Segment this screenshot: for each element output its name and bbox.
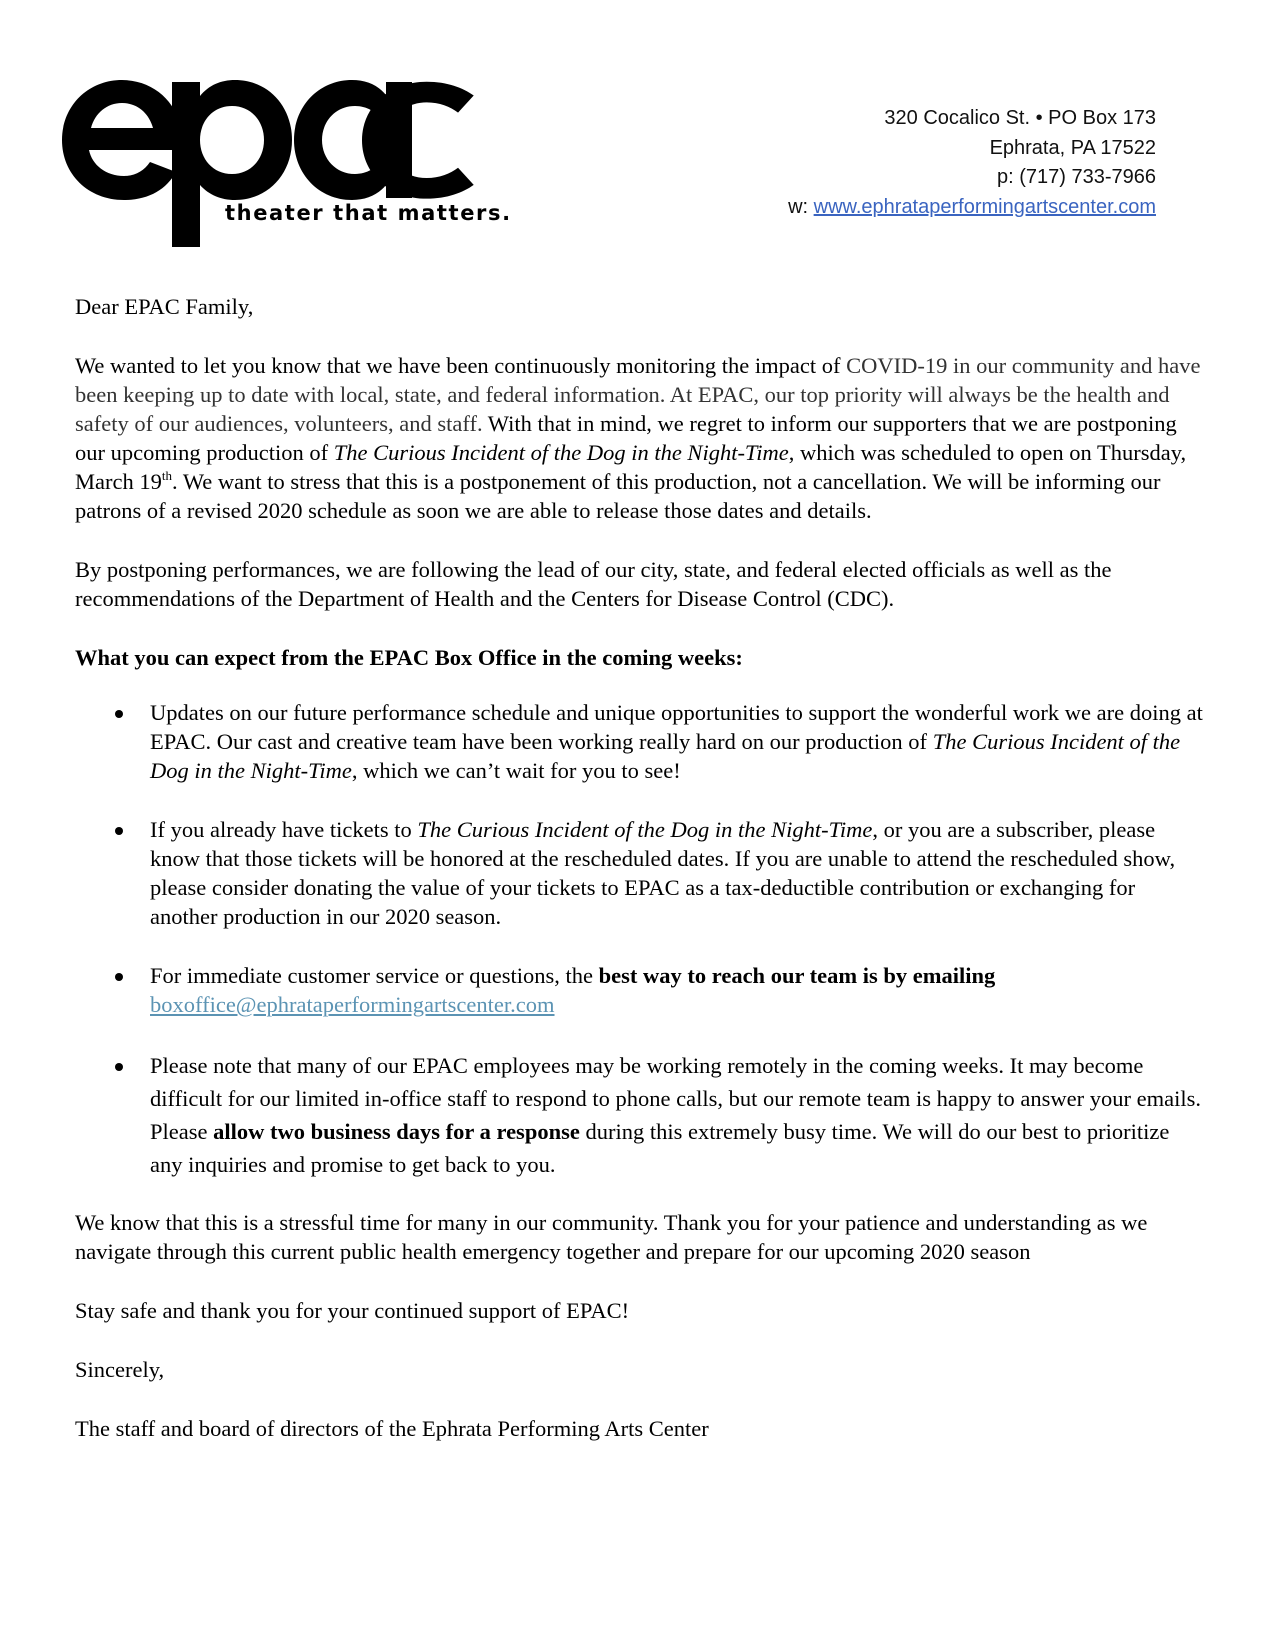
address-line-city: Ephrata, PA 17522 bbox=[989, 136, 1156, 159]
list-item: If you already have tickets to The Curious Incident of the Dog in the Night-Time, or you are a subscriber, please know that those tickets will be honored at the rescheduled dates. If you are unable to attend the rescheduled show, please consider donating the value of your tickets to EPAC as a tax-deductible contribution or exchanging for another production in our 2020 season. bbox=[75, 815, 1205, 931]
letter-body bbox=[75, 292, 1205, 1443]
production-title: The Curious Incident of the Dog in the Night-Time bbox=[417, 817, 873, 842]
email-link[interactable]: boxoffice@ephrataperformingartscenter.com bbox=[150, 992, 555, 1017]
website-link[interactable]: www.ephrataperformingartscenter.com bbox=[813, 195, 1156, 218]
list-item: Please note that many of our EPAC employees may be working remotely in the coming weeks. It may become difficult for our limited in-office staff to respond to phone calls, but our remote team is happy to answer your emails. Please allow two business days for a response during this extremely busy time. We will do our best to prioritize any inquiries and promise to get back to you. bbox=[75, 1049, 1205, 1181]
bullet-dot bbox=[115, 973, 123, 981]
signature: The staff and board of directors of the Ephrata Performing Arts Center bbox=[75, 1416, 709, 1441]
bullet-dot bbox=[115, 710, 123, 718]
epac-logo bbox=[62, 70, 482, 260]
section-heading: What you can expect from the EPAC Box Office in the coming weeks: bbox=[75, 645, 743, 670]
bullet-dot bbox=[115, 1063, 123, 1071]
list-item: Updates on our future performance schedule and unique opportunities to support the wonderful work we are doing at EPAC. Our cast and creative team have been working really hard on our production of The Curious Incident of the Dog in the Night-Time, which we can’t wait for you to see! bbox=[75, 698, 1205, 785]
phone-number: p: (717) 733-7966 bbox=[996, 166, 1156, 188]
paragraph-officials: By postponing performances, we are following the lead of our city, state, and federal elected officials as well as the recommendations of the Department of Health and the Centers for Disease Control (CDC). bbox=[75, 557, 1112, 611]
production-title: The Curious Incident of the Dog in the Night-Time bbox=[333, 440, 789, 465]
logo-tagline: theater that matters. bbox=[225, 201, 512, 225]
paragraph-community: We know that this is a stressful time for many in our community. Thank you for your patience and understanding as we navigate through this current public health emergency together and prepare for our upcoming 2020 season bbox=[75, 1210, 1148, 1264]
paragraph-stay-safe: Stay safe and thank you for your continued support of EPAC! bbox=[75, 1298, 630, 1323]
address-line-street: 320 Cocalico St. • PO Box 173 bbox=[884, 107, 1156, 129]
expectations-list bbox=[75, 698, 1205, 1181]
website-line bbox=[788, 193, 1156, 223]
address-block bbox=[788, 104, 1156, 222]
bullet-dot bbox=[115, 827, 123, 835]
production-title: The Curious Incident of the Dog in the Night-Time bbox=[150, 729, 1181, 783]
website-prefix: w: bbox=[788, 195, 814, 218]
closing: Sincerely, bbox=[75, 1357, 165, 1382]
salutation: Dear EPAC Family, bbox=[75, 294, 254, 319]
paragraph-postponement: We wanted to let you know that we have been continuously monitoring the impact of COVID-19 in our community and have been keeping up to date with local, state, and federal information. At EPAC, our top priority will always be the health and safety of our audiences, volunteers, and staff. With that in mind, we regret to inform our supporters that we are postponing our upcoming production of The Curious Incident of the Dog in the Night-Time, which was scheduled to open on Thursday, March 19th. We want to stress that this is a postponement of this production, not a cancellation. We will be informing our patrons of a revised 2020 schedule as soon we are able to release those dates and details. bbox=[75, 353, 1201, 523]
list-item: For immediate customer service or questions, the best way to reach our team is by emailing boxoffice@ephrataperformingartscenter.com bbox=[75, 961, 1205, 1019]
